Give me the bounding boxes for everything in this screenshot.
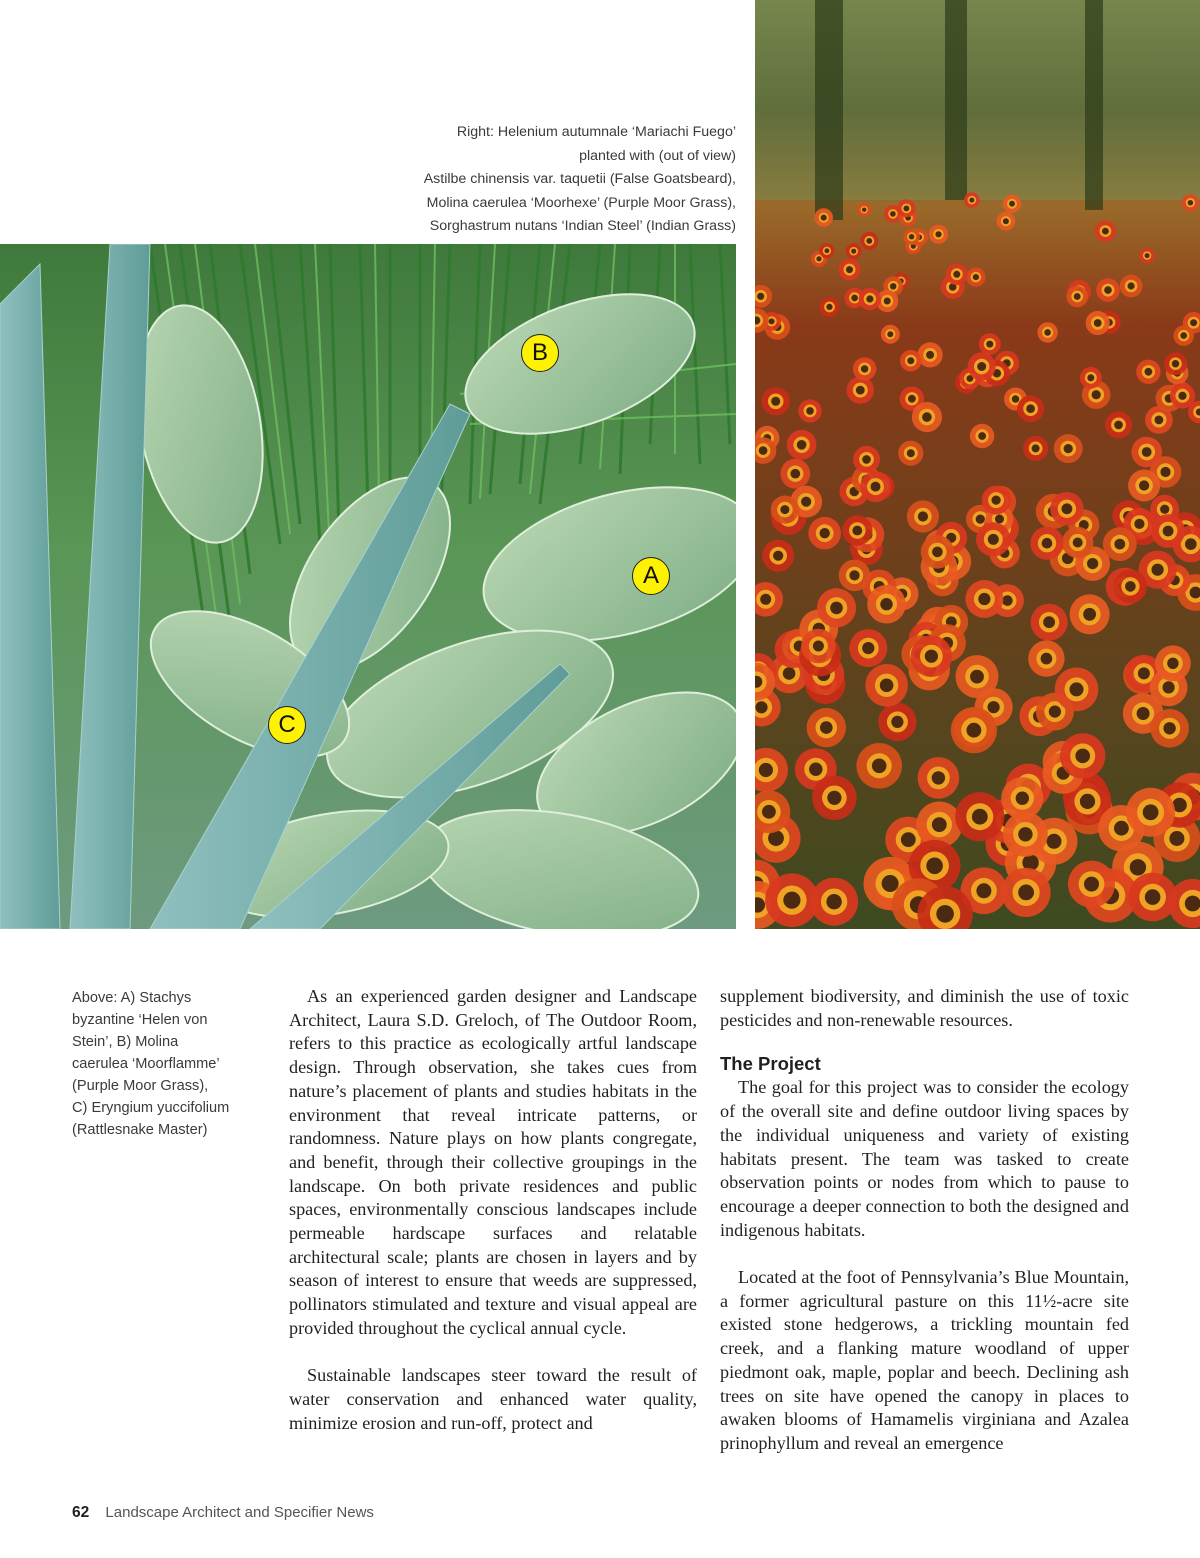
body-paragraph: As an experienced garden designer and Landscape Architect, Laura S.D. Greloch, of The Outdoor Room, refers to this practice as ecologically artful landscape design. Through observation, she takes cues from nature’s placement of plants and studies habitats in the environment that reveal intricate patterns, or randomness. Nature plays on how plants congregate, and benefit, through their collective groupings in the landscape. On both private residences and public spaces, environmentally conscious landscapes include permeable hardscape surfaces and relatable architectural scale; plants are chosen in layers and by season of interest to ensure that weeds are suppressed, pollinators stimulated and texture and visual appeal are provided throughout the cyclical annual cycle. [289, 986, 697, 1338]
caption-line: planted with (out of view) [579, 147, 736, 164]
photo-label-b: B [521, 334, 559, 372]
body-paragraph: supplement biodiversity, and diminish the use of toxic pesticides and non-renewable resources. [720, 986, 1129, 1030]
helenium-photo [755, 0, 1200, 929]
grass-photo-illustration [0, 244, 736, 929]
grass-photo [0, 244, 736, 929]
caption-line: Astilbe chinensis var. taquetii (False Goatsbeard), [423, 171, 736, 187]
photo-label-c: C [268, 706, 306, 744]
caption-line: Sorghastrum nutans ‘Indian Steel’ (Indian Grass) [429, 218, 736, 234]
body-column-1 [289, 985, 697, 1435]
body-paragraph: The goal for this project was to consider the ecology of the overall site and define outdoor living spaces by the individual uniqueness and variety of existing habitats present. The team was tasked to create observation points or nodes from which to pause to encourage a deeper connection to both the designed and indigenous habitats. [720, 1077, 1129, 1240]
caption-line: C) Eryngium yuccifolium [72, 1100, 230, 1116]
caption-line: (Purple Moor Grass), [72, 1078, 209, 1094]
caption-line: byzantine ‘Helen von [72, 1012, 208, 1028]
body-paragraph: Sustainable landscapes steer toward the result of water conservation and enhanced water quality, minimize erosion and run-off, protect and [289, 1365, 697, 1433]
photo-label-a: A [632, 557, 670, 595]
page-number: 62 [72, 1504, 90, 1521]
caption-line: Above: A) Stachys [72, 990, 192, 1006]
top-photo-caption [380, 121, 736, 239]
page-footer [72, 1504, 374, 1522]
caption-line: Molina caerulea ‘Moorhexe’ (Purple Moor Grass), [426, 194, 736, 211]
left-photo-caption [72, 987, 262, 1141]
body-column-2 [720, 985, 1129, 1456]
helenium-photo-illustration [755, 0, 1200, 929]
caption-line: (Rattlesnake Master) [72, 1122, 208, 1138]
caption-line: caerulea ‘Moorflamme’ [72, 1056, 220, 1072]
body-paragraph: Located at the foot of Pennsylvania’s Blue Mountain, a former agricultural pasture on this 11½-acre site existed stone hedgerows, a trickling mountain fed creek, and a flanking mature woodland of upper piedmont oak, maple, poplar and beech. Declining ash trees on site have opened the canopy in places to awaken blooms of Hamamelis virginiana and Azalea prinophyllum and reveal an emergence [720, 1267, 1129, 1453]
publication-name: Landscape Architect and Specifier News [105, 1504, 374, 1521]
caption-line: Stein’, B) Molina [72, 1034, 179, 1050]
caption-line: Right: Helenium autumnale ‘Mariachi Fuego’ [456, 124, 736, 140]
section-heading: The Project [720, 1053, 821, 1075]
